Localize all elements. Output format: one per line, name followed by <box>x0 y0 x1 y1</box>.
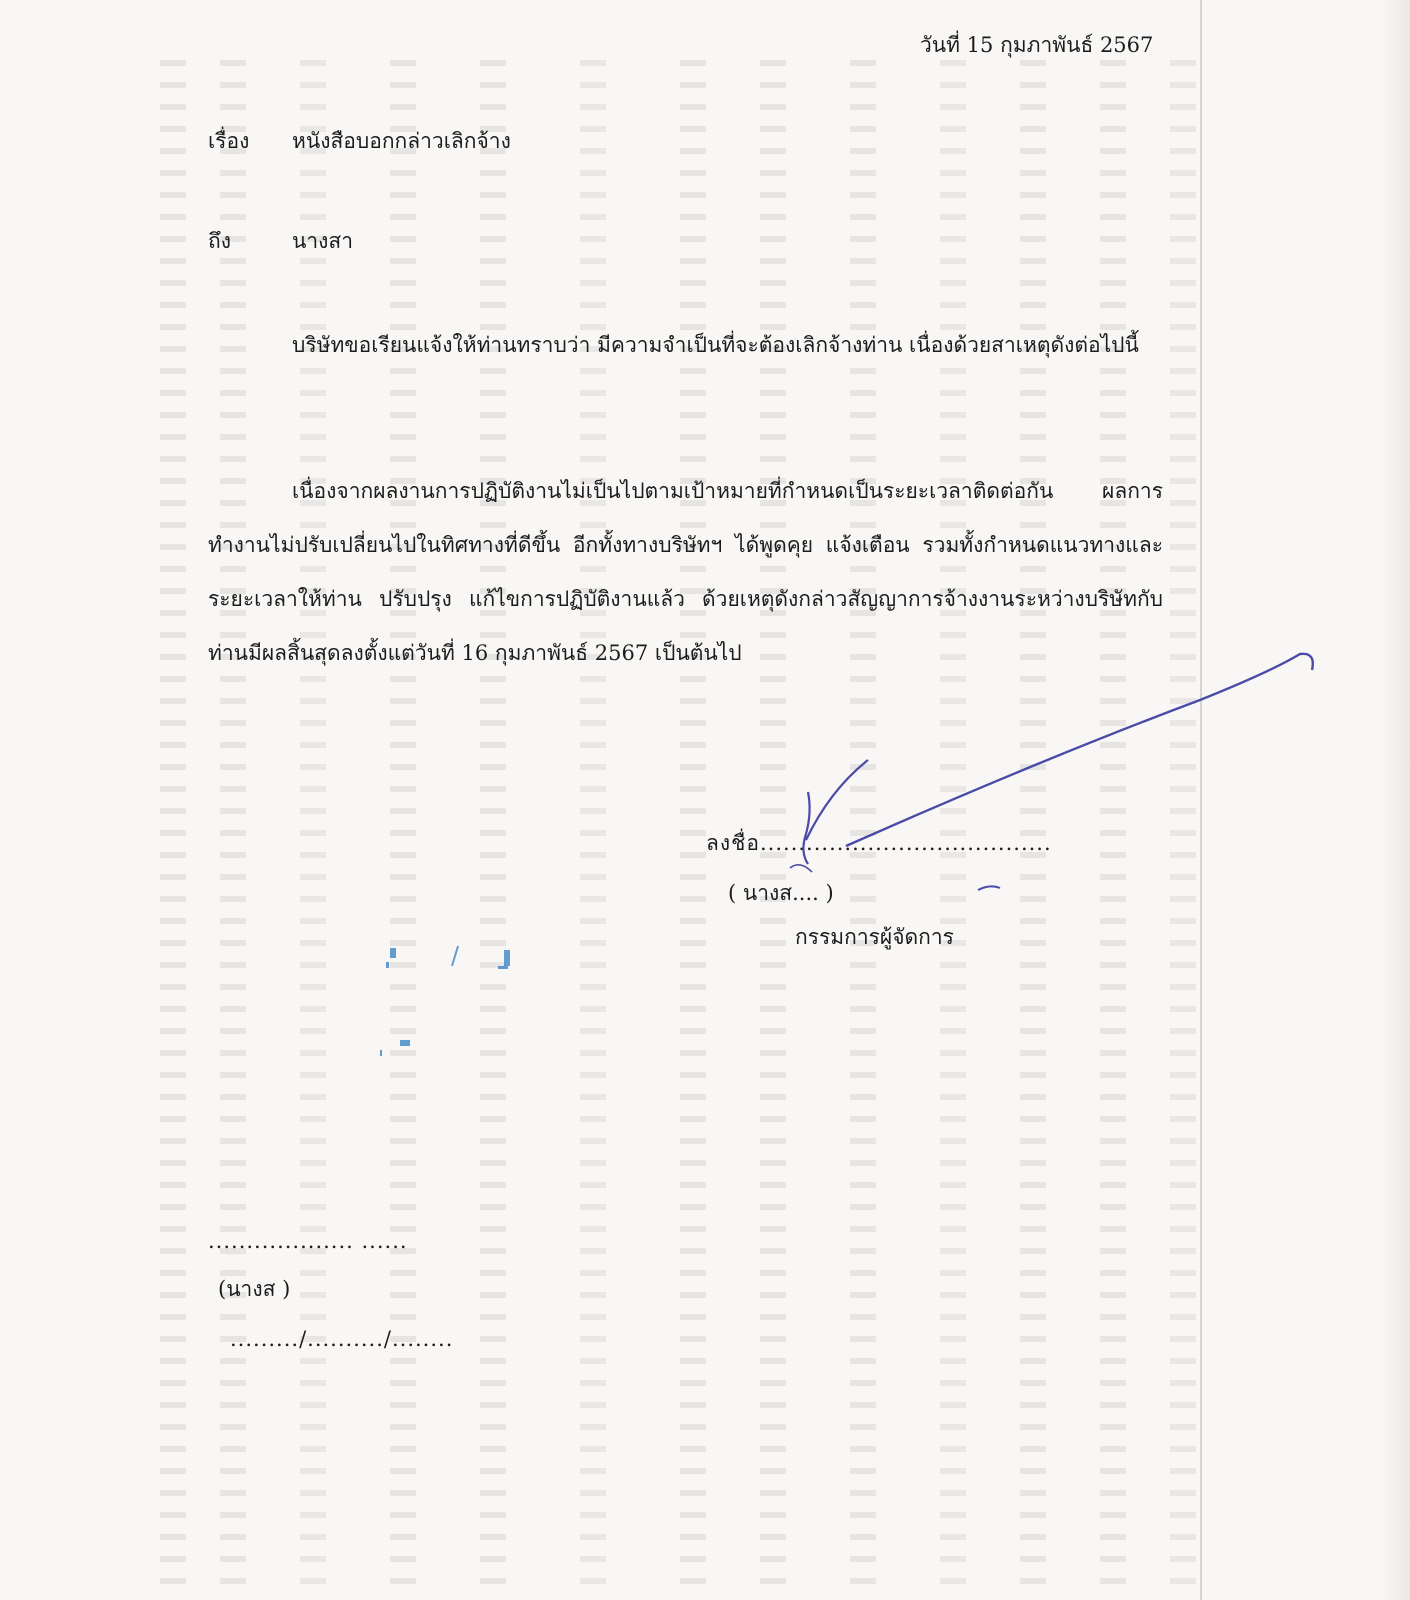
paragraph-reason: เนื่องจากผลงานการปฏิบัติงานไม่เป็นไปตามเป้าหมายที่กำหนดเป็นระยะเวลาติดต่อกัน ผลการทำงานไม่ปรับเปลี่ยนไปในทิศทางที่ดีขึ้น อีกทั้งทางบริษัทฯ ได้พูดคุย แจ้งเตือน รวมทั้งกำหนดแนวทางและระยะเวลาให้ท่าน ปรับปรุง แก้ไขการปฏิบัติงานแล้ว ด้วยเหตุดังกล่าวสัญญาการจ้างงานระหว่างบริษัทกับท่านมีผลสิ้นสุดลงตั้งแต่วันที่ 16 กุมภาพันธ์ 2567 เป็นต้นไป <box>208 479 1163 665</box>
recipient-name: นางสา <box>292 229 354 253</box>
acknowledgement-name: (นางส ) <box>218 1277 291 1301</box>
signature-line: ลงชื่อ...................................... <box>706 831 1052 855</box>
subject-value: หนังสือบอกกล่าวเลิกจ้าง <box>292 129 511 153</box>
subject-label: เรื่อง <box>208 129 250 153</box>
scan-shadow <box>1380 0 1410 1600</box>
letter-date: วันที่ 15 กุมภาพันธ์ 2567 <box>920 33 1154 57</box>
signatory-title: กรรมการผู้จัดการ <box>795 925 954 949</box>
acknowledgement-date-line: ........./........../........ <box>230 1327 454 1351</box>
recipient-label: ถึง <box>208 229 231 253</box>
page-edge-rule <box>1200 0 1202 1600</box>
paragraph-notice: บริษัทขอเรียนแจ้งให้ท่านทราบว่า มีความจำเป็นที่จะต้องเลิกจ้างท่าน เนื่องด้วยสาเหตุดังต่อไปนี้ <box>292 333 1139 357</box>
signatory-name: ( นางส.... ) <box>728 881 834 905</box>
acknowledgement-signature-line: ................... ...... <box>208 1229 408 1253</box>
stamp-fragment <box>380 940 540 1060</box>
